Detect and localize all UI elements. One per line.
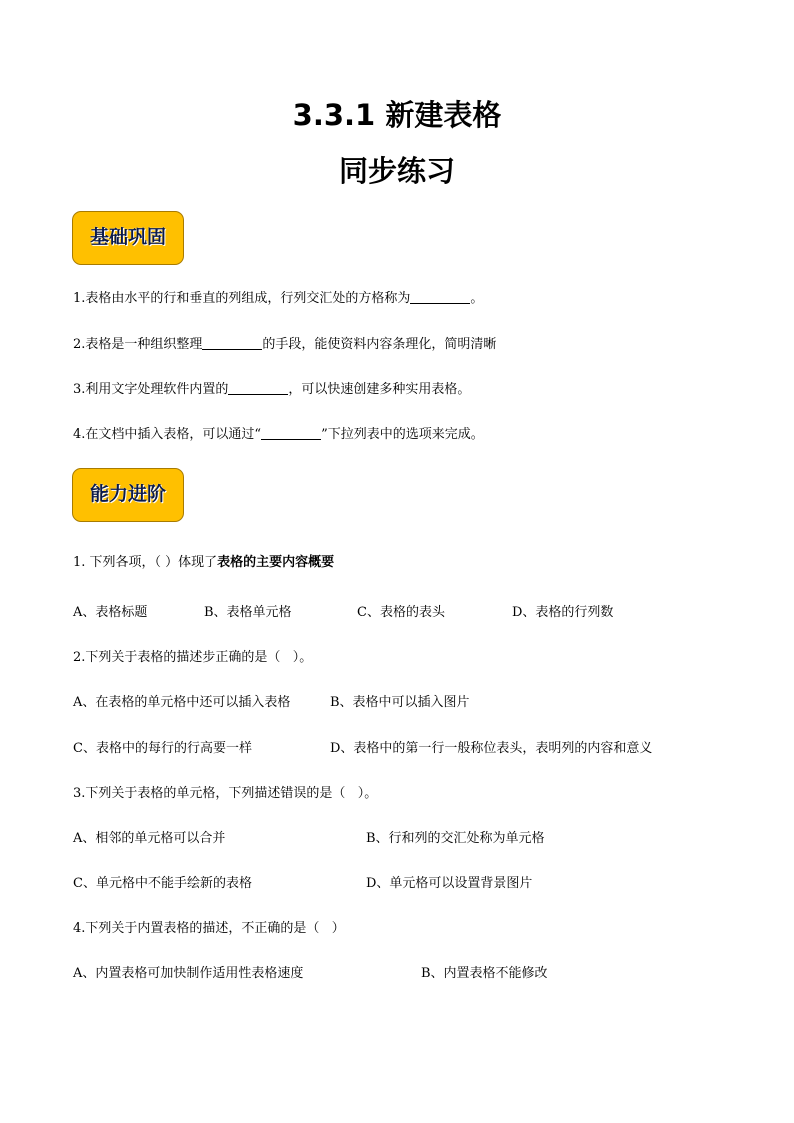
q2-option-d: D、表格中的第一行一般称位表头，表明列的内容和意义 xyxy=(330,741,653,756)
q1-option-c: C、表格的表头 xyxy=(357,605,445,620)
advanced-question-2-stem: 2.下列关于表格的描述步正确的是（ ）。 xyxy=(73,650,313,665)
answer-blank xyxy=(228,380,288,395)
advanced-question-3-stem: 3.下列关于表格的单元格，下列描述错误的是（ ）。 xyxy=(73,786,378,801)
answer-blank xyxy=(261,425,321,440)
basic-question-3: 3.利用文字处理软件内置的 ，可以快速创建多种实用表格。 xyxy=(73,382,471,397)
advanced-question-1-stem: 1. 下列各项，（ ）体现了表格的主要内容概要 xyxy=(73,555,335,570)
answer-blank xyxy=(410,289,470,304)
q1-option-d: D、表格的行列数 xyxy=(512,605,614,620)
q4-option-a: A、内置表格可加快制作适用性表格速度 xyxy=(73,966,304,981)
document-title: 3.3.1 新建表格 xyxy=(292,98,502,132)
q2-option-b: B、表格中可以插入图片 xyxy=(330,695,470,710)
advanced-question-4-stem: 4.下列关于内置表格的描述，不正确的是（ ） xyxy=(73,921,345,936)
q3-option-c: C、单元格中不能手绘新的表格 xyxy=(73,876,252,891)
basic-question-1: 1.表格由水平的行和垂直的列组成，行列交汇处的方格称为 。 xyxy=(73,291,484,306)
q1-option-b: B、表格单元格 xyxy=(204,605,292,620)
q3-option-d: D、单元格可以设置背景图片 xyxy=(366,876,533,891)
q2-option-a: A、在表格的单元格中还可以插入表格 xyxy=(73,695,291,710)
section-badge-basic: 基础巩固 xyxy=(72,211,184,265)
q1-option-a: A、表格标题 xyxy=(73,605,148,620)
section-badge-advanced: 能力进阶 xyxy=(72,468,184,522)
q4-option-b: B、内置表格不能修改 xyxy=(421,966,548,981)
answer-blank xyxy=(202,335,262,350)
basic-question-4: 4.在文档中插入表格，可以通过“ ”下拉列表中的选项来完成。 xyxy=(73,427,484,442)
document-subtitle: 同步练习 xyxy=(338,154,455,188)
basic-question-2: 2.表格是一种组织整理 的手段，能使资料内容条理化，简明清晰 xyxy=(73,337,497,352)
q2-option-c: C、表格中的每行的行高要一样 xyxy=(73,741,252,756)
q3-option-a: A、相邻的单元格可以合并 xyxy=(73,831,226,846)
q3-option-b: B、行和列的交汇处称为单元格 xyxy=(366,831,545,846)
